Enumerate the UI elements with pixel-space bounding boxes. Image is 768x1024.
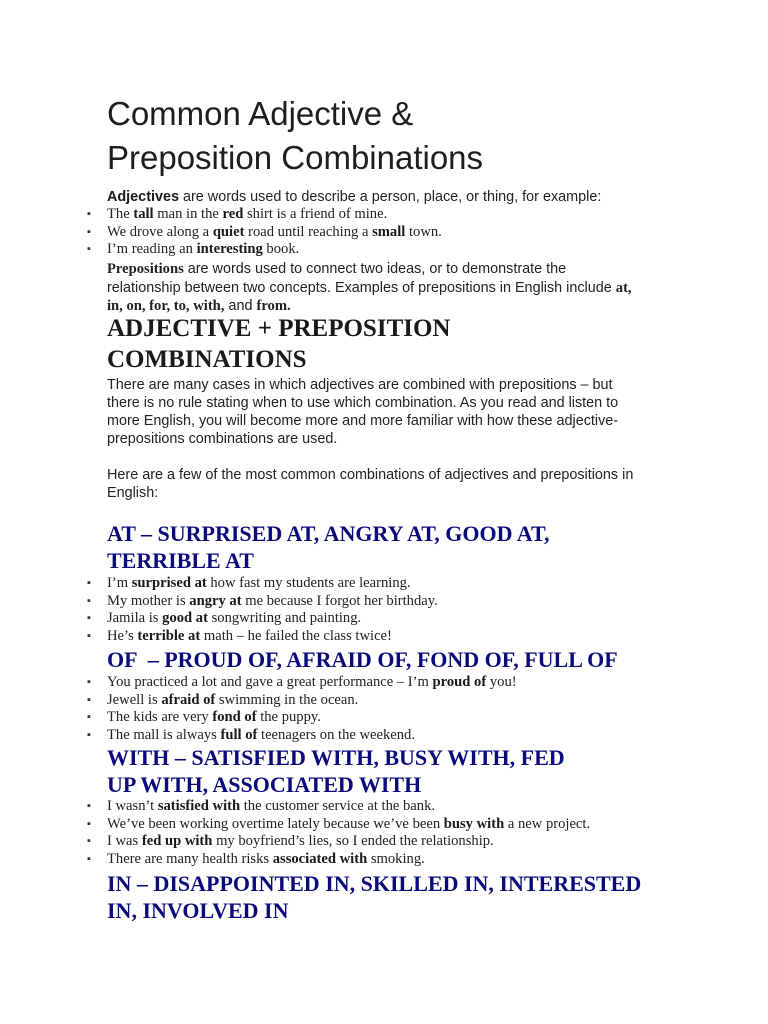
bullet-icon: ▪ xyxy=(87,243,91,256)
title-line-1: Common Adjective & xyxy=(107,95,414,132)
bullet-icon: ▪ xyxy=(87,676,91,688)
adjectives-term: Adjectives xyxy=(107,189,179,205)
bullet-icon: ▪ xyxy=(87,817,91,830)
list-item: ▪ The kids are very fond of the puppy. xyxy=(87,709,321,726)
title-line-2: Preposition Combinations xyxy=(107,139,484,176)
list-item: ▪ He’s terrible at math – he failed the class twice! xyxy=(87,627,392,644)
adjective-examples-list xyxy=(0,206,700,259)
list-item: ▪ Jamila is good at songwriting and painting. xyxy=(87,610,362,627)
prepositions-term: Prepositions xyxy=(107,261,184,277)
list-item: ▪ I was fed up with my boyfriend’s lies, so I ended the relationship. xyxy=(87,833,494,850)
section-paragraph-1: There are many cases in which adjectives are combined with prepositions – but there is no rule stating when to use which combination. As you read and listen to more English, you will become more and more familiar with how these adjective- prepositions combinations are used. xyxy=(107,377,619,447)
bullet-icon: ▪ xyxy=(87,629,91,642)
list-item: ▪ I wasn’t satisfied with the customer service at the bank. xyxy=(87,798,436,814)
list-item: ▪ We’ve been working overtime lately because we’ve been busy with a new project. xyxy=(87,815,591,832)
group-heading-in: IN – DISAPPOINTED IN, SKILLED IN, INTERESTED IN, INVOLVED IN xyxy=(107,871,642,923)
bullet-icon: ▪ xyxy=(87,208,91,220)
list-item: ▪ My mother is angry at me because I forgot her birthday. xyxy=(87,592,438,609)
list-item: ▪ I’m surprised at how fast my students are learning. xyxy=(87,575,411,591)
list-item: ▪ Jewell is afraid of swimming in the ocean. xyxy=(87,691,359,708)
list-item: ▪ We drove along a quiet road until reaching a small town. xyxy=(87,223,442,240)
group-at-list xyxy=(0,575,700,645)
adjectives-definition xyxy=(107,188,667,206)
group-heading-with: WITH – SATISFIED WITH, BUSY WITH, FED UP WITH, ASSOCIATED WITH xyxy=(107,745,565,797)
section-paragraph-2: Here are a few of the most common combinations of adjectives and prepositions in English: xyxy=(107,467,634,501)
list-item: ▪ The mall is always full of teenagers on the weekend. xyxy=(87,726,415,743)
bullet-icon: ▪ xyxy=(87,835,91,848)
list-item: ▪ I’m reading an interesting book. xyxy=(87,241,300,258)
prepositions-definition: Prepositions are words used to connect two ideas, or to demonstrate the relationship between two concepts. Examples of prepositions in English include at, in, on, for, to, with, and from. xyxy=(107,261,632,315)
group-of-list xyxy=(0,674,700,744)
bullet-icon: ▪ xyxy=(87,225,91,238)
bullet-icon: ▪ xyxy=(87,728,91,741)
bullet-icon: ▪ xyxy=(87,852,91,865)
bullet-icon: ▪ xyxy=(87,612,91,625)
bullet-icon: ▪ xyxy=(87,693,91,706)
list-item: ▪ The tall man in the red shirt is a friend of mine. xyxy=(87,206,388,222)
list-item: ▪ You practiced a lot and gave a great performance – I’m proud of you! xyxy=(87,674,517,690)
bullet-icon: ▪ xyxy=(87,577,91,589)
list-item: ▪ There are many health risks associated with smoking. xyxy=(87,850,425,867)
group-with-list xyxy=(0,798,700,868)
section-heading: ADJECTIVE + PREPOSITION COMBINATIONS xyxy=(107,315,451,373)
bullet-icon: ▪ xyxy=(87,594,91,607)
bullet-icon: ▪ xyxy=(87,800,91,812)
adjectives-definition-text: are words used to describe a person, place, or thing, for example: xyxy=(179,189,602,205)
group-heading-of: OF – PROUD OF, AFRAID OF, FOND OF, FULL OF xyxy=(107,647,618,672)
bullet-icon: ▪ xyxy=(87,711,91,724)
page-title xyxy=(107,92,707,180)
group-heading-at: AT – SURPRISED AT, ANGRY AT, GOOD AT, TERRIBLE AT xyxy=(107,521,550,573)
